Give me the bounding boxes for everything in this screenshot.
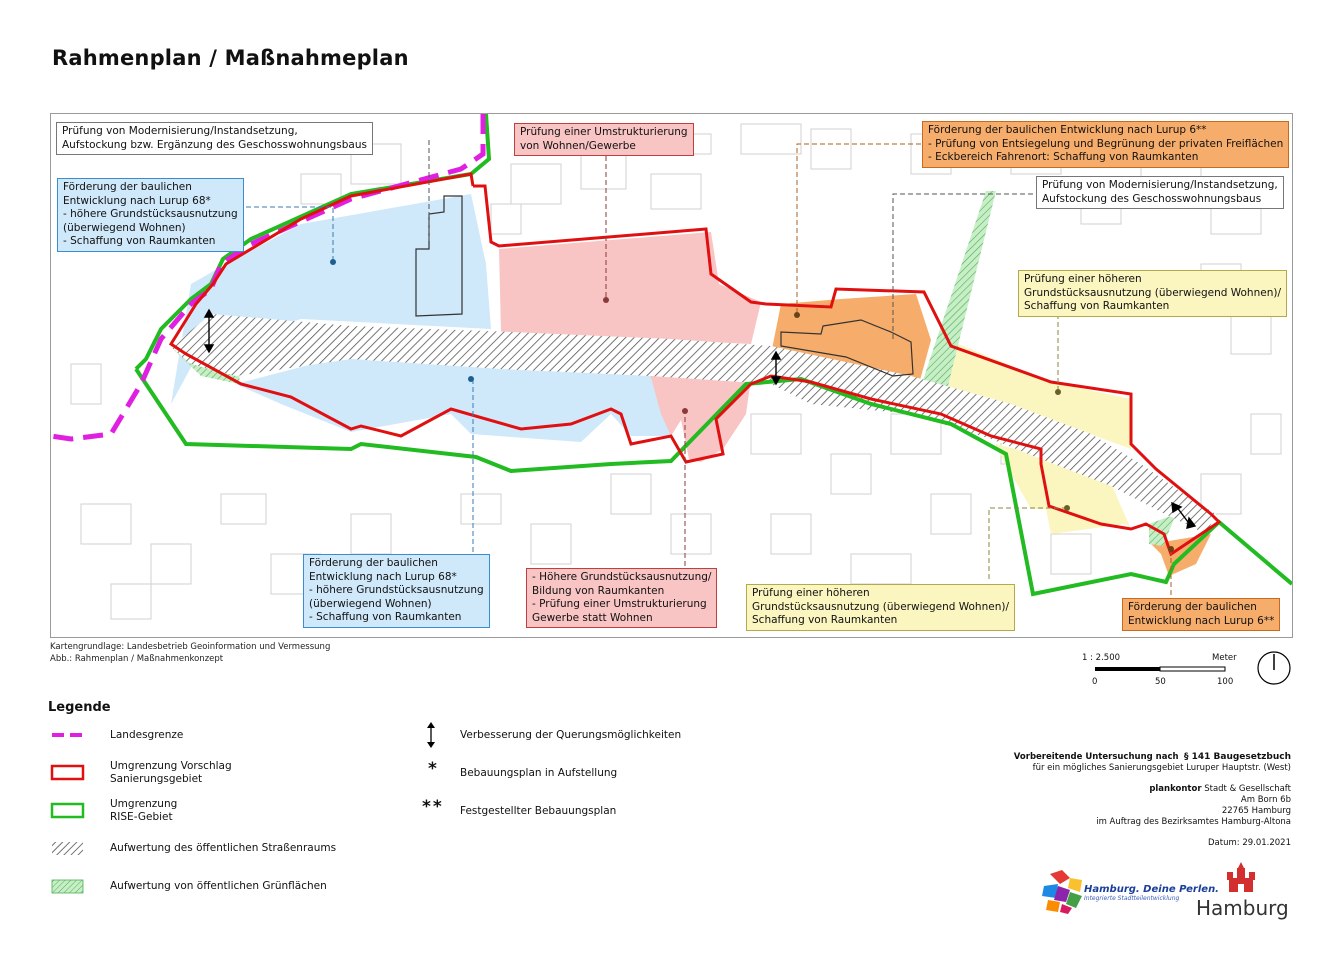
legend-bplan-aufstellung: Bebauungsplan in Aufstellung xyxy=(460,767,618,779)
info-company: plankontor Stadt & Gesellschaft xyxy=(1149,784,1291,794)
perlen-logo-sub: Integrierte Stadtteilentwicklung xyxy=(1084,895,1180,902)
info-heading: Vorbereitende Untersuchung nach § 141 Baugesetzbuch xyxy=(1013,752,1291,762)
legend-asterisk-symbol: * xyxy=(428,759,437,779)
perlen-logo-text: Hamburg. Deine Perlen. xyxy=(1084,884,1219,895)
legend-street: Aufwertung des öffentlichen Straßenraums xyxy=(110,842,337,854)
scale-tick-50: 50 xyxy=(1155,677,1166,687)
double-arrow-icon xyxy=(424,721,438,749)
callout-grey-top-left: Prüfung von Modernisierung/Instandsetzung, Aufstockung bzw. Ergänzung des Geschosswohnungsbaus xyxy=(56,122,373,155)
callout-grey-top-right: Prüfung von Modernisierung/Instandsetzung, Aufstockung des Geschosswohnungsbaus xyxy=(1036,176,1284,209)
map-source: Kartengrundlage: Landesbetrieb Geoinformation und Vermessung xyxy=(50,642,331,652)
scale-tick-0: 0 xyxy=(1092,677,1098,687)
scale-bar xyxy=(1090,664,1240,676)
zone-red-south xyxy=(649,370,751,462)
callout-blue-top-left: Förderung der baulichen Entwicklung nach Lurup 68* - höhere Grundstücksausnutzung (überwiegend Wohnen) - Schaffung von Raumkanten xyxy=(57,178,244,252)
callout-orange-top: Förderung der baulichen Entwicklung nach Lurup 6** - Prüfung von Entsiegelung und Begrünung der privaten Freiflächen - Eckbereich Fahrenort: Schaffung von Raumkanten xyxy=(922,121,1289,168)
hamburg-logo-text: Hamburg xyxy=(1196,896,1289,920)
callout-yellow-bottom: Prüfung einer höheren Grundstücksausnutzung (überwiegend Wohnen)/ Schaffung von Raumkanten xyxy=(746,584,1015,631)
north-arrow-icon xyxy=(1256,650,1292,686)
info-street: Am Born 6b xyxy=(1240,795,1291,805)
info-city: 22765 Hamburg xyxy=(1221,806,1291,816)
scale-ratio: 1 : 2.500 xyxy=(1082,653,1121,663)
callout-red-top: Prüfung einer Umstrukturierung von Wohnen/Gewerbe xyxy=(514,123,694,156)
map-frame[interactable] xyxy=(50,113,1293,638)
legend-landesgrenze: Landesgrenze xyxy=(110,729,184,741)
callout-blue-bottom: Förderung der baulichen Entwicklung nach Lurup 68* - höhere Grundstücksausnutzung (überwiegend Wohnen) - Schaffung von Raumkanten xyxy=(303,554,490,628)
hamburg-castle-icon xyxy=(1225,862,1257,898)
legend-double-asterisk-symbol: ** xyxy=(422,797,444,817)
zone-red-north xyxy=(499,232,761,344)
legend-rise-symbol xyxy=(50,802,86,820)
legend-sanierung-symbol xyxy=(50,764,86,782)
page-title: Rahmenplan / Maßnahmeplan xyxy=(52,46,409,70)
legend-landesgrenze-symbol xyxy=(50,728,90,742)
legend-green: Aufwertung von öffentlichen Grünflächen xyxy=(110,880,327,892)
info-client: im Auftrag des Bezirksamtes Hamburg-Altona xyxy=(1096,817,1291,827)
scale-unit: Meter xyxy=(1212,653,1237,663)
legend-sanierung: Umgrenzung Vorschlag Sanierungsgebiet xyxy=(110,760,232,785)
perlen-logo-icon xyxy=(1040,868,1086,914)
scale-tick-100: 100 xyxy=(1217,677,1234,687)
legend-green-symbol xyxy=(50,878,86,896)
info-sub: für ein mögliches Sanierungsgebiet Luruper Hauptstr. (West) xyxy=(1032,763,1291,773)
legend-street-symbol xyxy=(50,840,86,858)
callout-yellow-right: Prüfung einer höheren Grundstücksausnutzung (überwiegend Wohnen)/ Schaffung von Raumkanten xyxy=(1018,270,1287,317)
legend-title: Legende xyxy=(48,700,111,715)
figure-source: Abb.: Rahmenplan / Maßnahmenkonzept xyxy=(50,654,224,664)
legend-rise: Umgrenzung RISE-Gebiet xyxy=(110,798,178,823)
callout-orange-bottom: Förderung der baulichen Entwicklung nach Lurup 6** xyxy=(1122,598,1280,631)
info-date: Datum: 29.01.2021 xyxy=(1208,838,1291,848)
callout-red-bottom: - Höhere Grundstücksausnutzung/ Bildung von Raumkanten - Prüfung einer Umstrukturierung Gewerbe statt Wohnen xyxy=(526,568,717,628)
legend-crossing: Verbesserung der Querungsmöglichkeiten xyxy=(460,729,682,741)
legend-bplan-festgestellt: Festgestellter Bebauungsplan xyxy=(460,805,617,817)
